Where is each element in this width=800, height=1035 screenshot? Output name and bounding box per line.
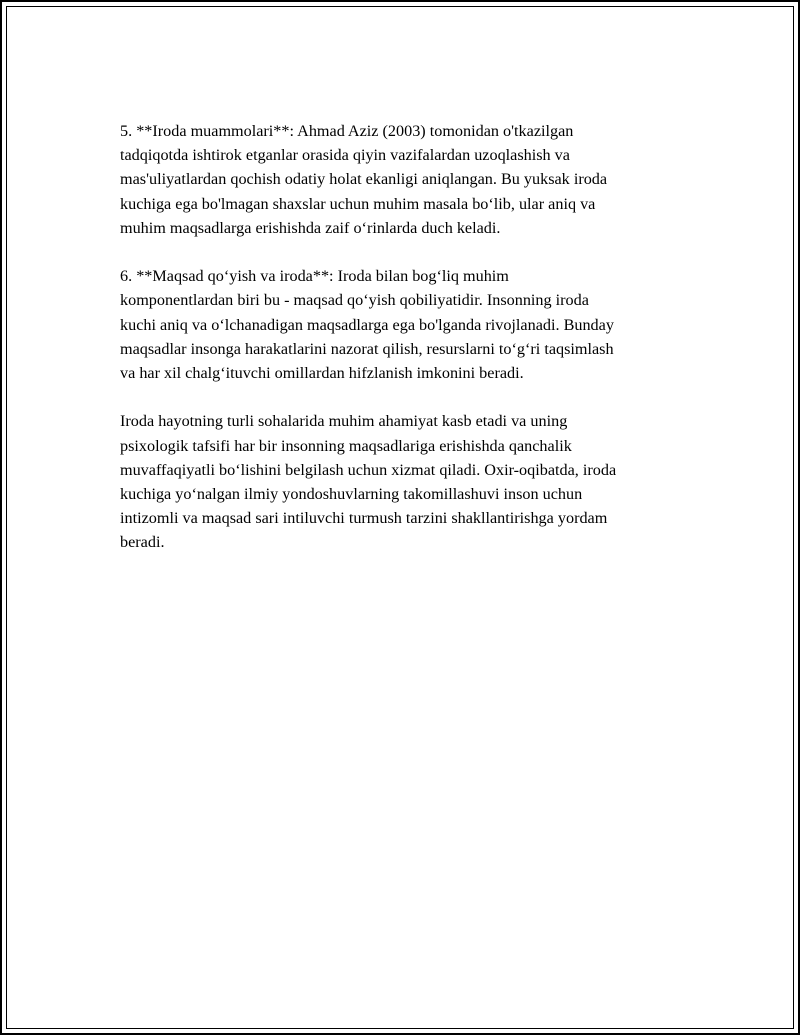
- paragraph-maqsad-qoyish: [120, 264, 700, 385]
- text-line: muvaffaqiyatli bo‘lishini belgilash uchun xizmat qiladi. Oxir-oqibatda, iroda: [120, 460, 617, 479]
- text-line: kuchiga yo‘nalgan ilmiy yondoshuvlarning takomillashuvi inson uchun: [120, 485, 583, 504]
- text-line: mas'uliyatlardan qochish odatiy holat ekanligi aniqlangan. Bu yuksak iroda: [120, 170, 608, 189]
- text-line: kuchiga ega bo'lmagan shaxslar uchun muhim masala bo‘lib, ular aniq va: [120, 194, 596, 213]
- text-line: 5. **Iroda muammolari**: Ahmad Aziz (2003) tomonidan o'tkazilgan: [120, 122, 574, 140]
- text-line: muhim maqsadlarga erishishda zaif o‘rinlarda duch keladi.: [120, 218, 501, 237]
- text-line: tadqiqotda ishtirok etganlar orasida qiyin vazifalardan uzoqlashish va: [120, 146, 570, 165]
- text-line: va har xil chalg‘ituvchi omillardan hifzlanish imkonini beradi.: [120, 364, 524, 383]
- paragraph-conclusion: [120, 409, 700, 554]
- text-line: maqsadlar insonga harakatlarini nazorat qilish, resurslarni to‘g‘ri taqsimlash: [120, 339, 614, 358]
- text-line: psixologik tafsifi har bir insonning maqsadlariga erishishda qanchalik: [120, 436, 572, 455]
- text-line: kuchi aniq va o‘lchanadigan maqsadlarga ega bo'lganda rivojlanadi. Bunday: [120, 315, 614, 334]
- text-line: komponentlardan biri bu - maqsad qo‘yish qobiliyatidir. Insonning iroda: [120, 291, 589, 310]
- text-line: 6. **Maqsad qo‘yish va iroda**: Iroda bilan bog‘liq muhim: [120, 267, 509, 286]
- paragraph-iroda-muammolari: [120, 119, 700, 240]
- document-body: [120, 119, 700, 555]
- text-line: beradi.: [120, 533, 165, 552]
- text-line: intizomli va maqsad sari intiluvchi turmush tarzini shakllantirishga yordam: [120, 509, 608, 528]
- text-line: Iroda hayotning turli sohalarida muhim ahamiyat kasb etadi va uning: [120, 412, 568, 431]
